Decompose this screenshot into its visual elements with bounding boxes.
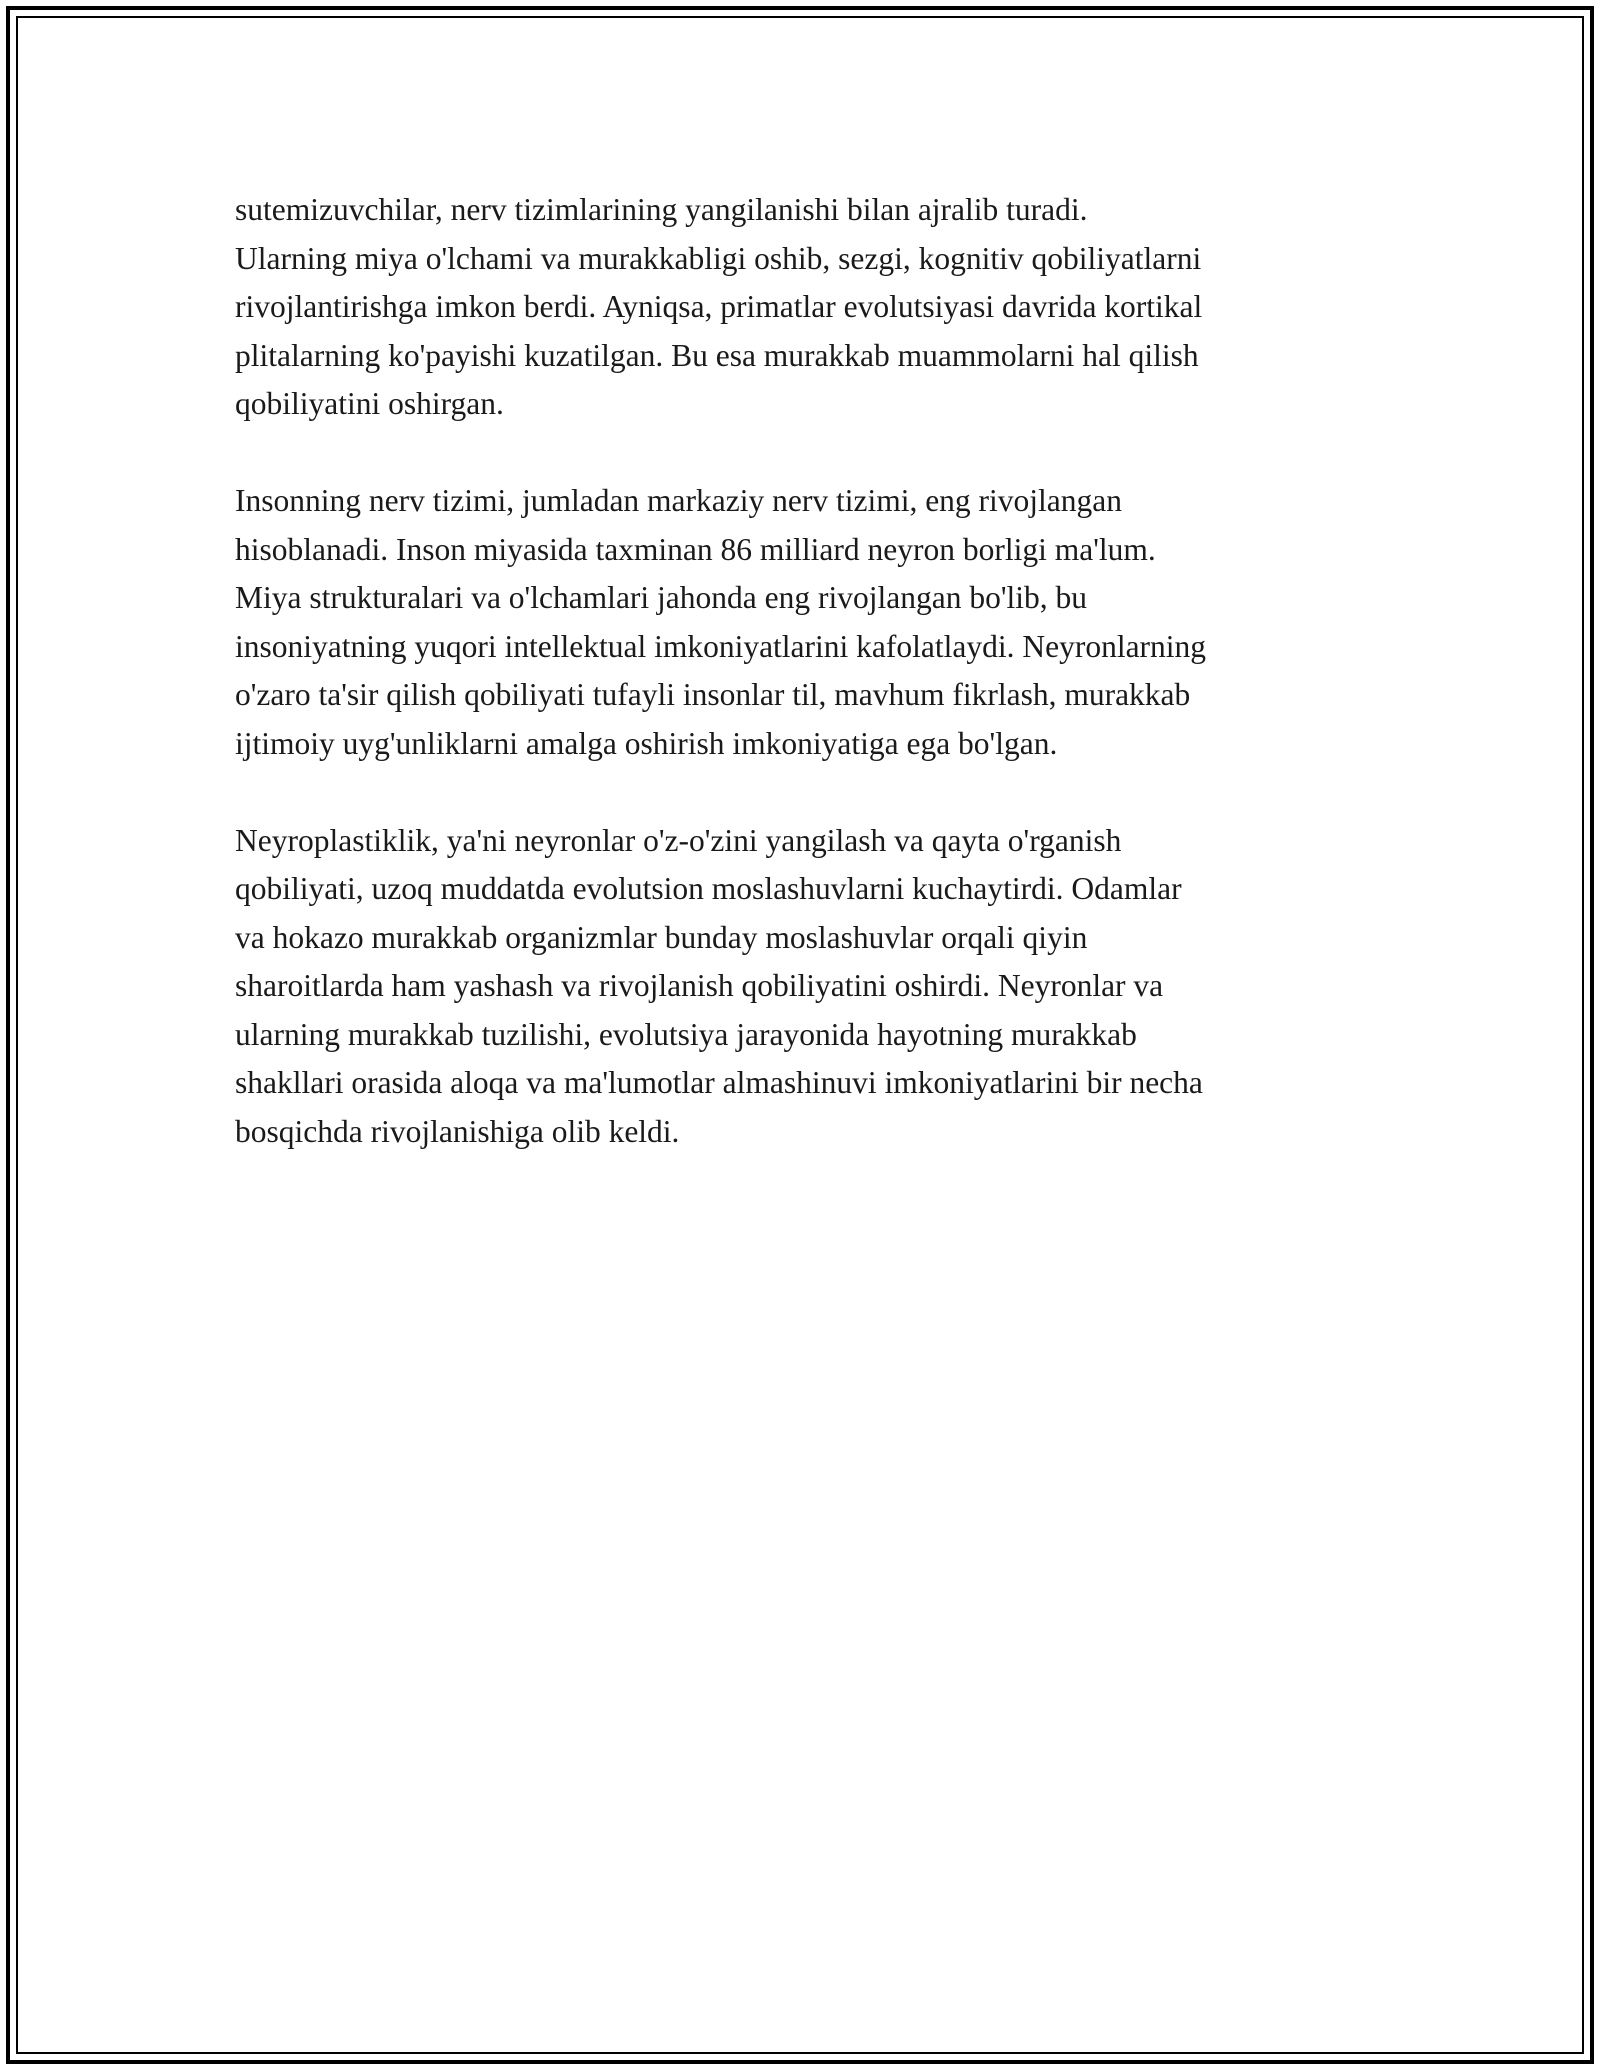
text-line: o'zaro ta'sir qilish qobiliyati tufayli insonlar til, mavhum fikrlash, murakkab xyxy=(235,677,1191,712)
text-line: Neyroplastiklik, ya'ni neyronlar o'z-o'zini yangilash va qayta o'rganish xyxy=(235,822,1122,858)
text-line: qobiliyati, uzoq muddatda evolutsion moslashuvlarni kuchaytirdi. Odamlar xyxy=(235,871,1182,906)
text-line: ijtimoiy uyg'unliklarni amalga oshirish imkoniyatiga ega bo'lgan. xyxy=(235,725,1058,761)
text-line: insoniyatning yuqori intellektual imkoniyatlarini kafolatlaydi. Neyronlarning xyxy=(235,628,1207,664)
paragraph xyxy=(235,817,1385,1157)
text-line: ularning murakkab tuzilishi, evolutsiya jarayonida hayotning murakkab xyxy=(235,1016,1137,1052)
text-line: rivojlantirishga imkon berdi. Ayniqsa, primatlar evolutsiyasi davrida kortikal xyxy=(235,289,1203,324)
text-line: va hokazo murakkab organizmlar bunday moslashuvlar orqali qiyin xyxy=(235,919,1088,955)
paragraph xyxy=(235,477,1385,768)
text-line: hisoblanadi. Inson miyasida taxminan 86 milliard neyron borligi ma'lum. xyxy=(235,531,1156,567)
text-line: plitalarning ko'payishi kuzatilgan. Bu esa murakkab muammolarni hal qilish xyxy=(235,337,1199,373)
text-line: Ularning miya o'lchami va murakkabligi oshib, sezgi, kognitiv qobiliyatlarni xyxy=(235,240,1202,276)
text-line: sharoitlarda ham yashash va rivojlanish qobiliyatini oshirdi. Neyronlar va xyxy=(235,968,1164,1003)
text-line: Miya strukturalari va o'lchamlari jahonda eng rivojlangan bo'lib, bu xyxy=(235,580,1087,615)
paragraph xyxy=(235,186,1385,429)
text-line: Insonning nerv tizimi, jumladan markaziy nerv tizimi, eng rivojlangan xyxy=(235,483,1123,518)
document-body xyxy=(235,186,1385,1156)
text-line: shakllari orasida aloqa va ma'lumotlar almashinuvi imkoniyatlarini bir necha xyxy=(235,1065,1203,1100)
text-line: bosqichda rivojlanishiga olib keldi. xyxy=(235,1113,680,1149)
text-line: qobiliyatini oshirgan. xyxy=(235,386,504,421)
text-line: sutemizuvchilar, nerv tizimlarining yangilanishi bilan ajralib turadi. xyxy=(235,192,1088,227)
